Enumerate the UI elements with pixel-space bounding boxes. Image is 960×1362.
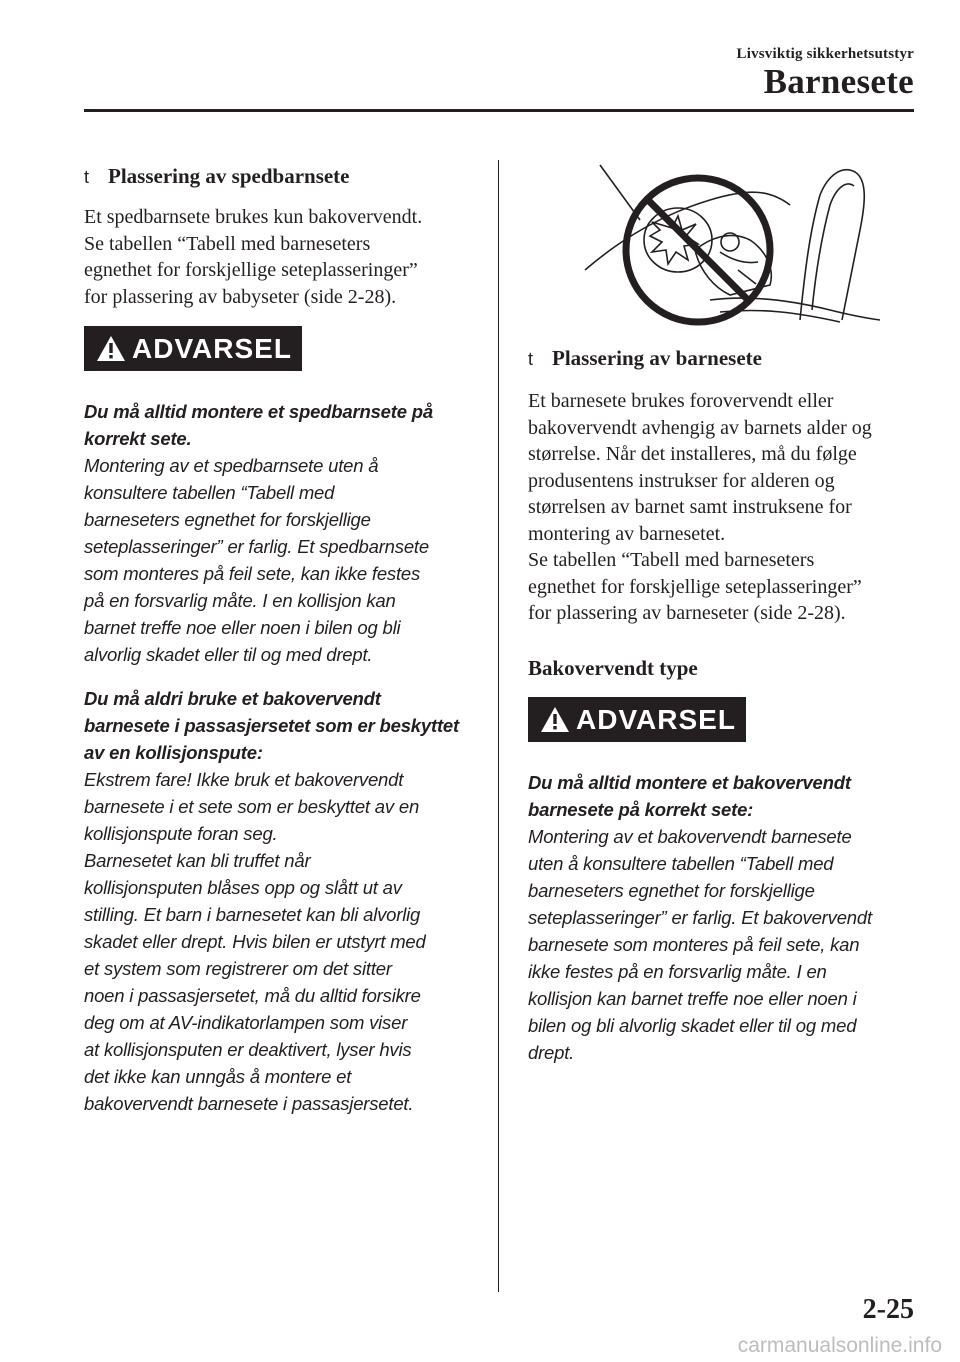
warning-line: på en forsvarlig måte. I en kollisjon kan	[84, 590, 396, 611]
warning-bold-line: Du må alltid montere et bakovervendt	[528, 772, 851, 793]
warning-line: alvorlig skadet eller til og med drept.	[84, 644, 373, 665]
heading-child-seat-placement	[528, 346, 762, 371]
column-divider	[498, 160, 499, 1292]
body-text-right	[528, 388, 872, 627]
warning-line: barnesete i et sete som er beskyttet av en	[84, 796, 420, 817]
warning-line: kollisjonsputen blåses opp og slått ut av	[84, 877, 402, 898]
page-number: 2-25	[862, 1294, 914, 1325]
warning-text-left	[84, 398, 484, 1117]
warning-badge-left	[84, 326, 302, 371]
text-line: størrelsen av barnet samt instruksene for	[528, 496, 852, 518]
warning-bold-line: av en kollisjonspute:	[84, 742, 263, 763]
warning-triangle-icon	[96, 335, 126, 362]
warning-label: ADVARSEL	[576, 703, 736, 735]
warning-bold-line: korrekt sete.	[84, 428, 192, 449]
header-rule	[84, 109, 914, 112]
heading-infant-seat-placement	[84, 164, 350, 189]
warning-line: Ekstrem fare! Ikke bruk et bakovervendt	[84, 769, 404, 790]
body-text-left	[84, 204, 422, 310]
text-line: for plassering av babyseter (side 2-28).	[84, 285, 397, 308]
heading-bullet: t	[528, 349, 534, 369]
rear-facing-seat-airbag-prohibited-illustration	[580, 160, 920, 330]
warning-bold-line: barnesete i passasjersetet som er beskyttet	[84, 715, 459, 736]
text-line: størrelse. Når det installeres, må du følge	[528, 443, 857, 465]
warning-line: kollisjon kan barnet treffe noe eller noen i	[528, 988, 857, 1009]
warning-line: at kollisjonsputen er deaktivert, lyser hvis	[84, 1039, 412, 1060]
warning-line: noen i passasjersetet, må du alltid forsikre	[84, 985, 421, 1006]
text-line: for plassering av barneseter (side 2-28).	[528, 602, 846, 624]
warning-line: Montering av et bakovervendt barnesete	[528, 826, 852, 847]
warning-line: bilen og bli alvorlig skadet eller til og med	[528, 1015, 857, 1036]
text-line: egnethet for forskjellige seteplasseringer”	[84, 259, 418, 281]
warning-line: Montering av et spedbarnsete uten å	[84, 455, 379, 476]
warning-line: ikke festes på en forsvarlig måte. I en	[528, 961, 827, 982]
text-line: bakovervendt avhengig av barnets alder og	[528, 416, 872, 439]
warning-bold-line: Du må aldri bruke et bakovervendt	[84, 688, 381, 709]
subheading-rear-facing-type: Bakovervendt type	[528, 656, 698, 680]
warning-line: barnesete som monteres på feil sete, kan	[528, 934, 860, 955]
warning-line: barneseters egnethet for forskjellige	[84, 509, 371, 530]
watermark: carmanualsonline.info	[737, 1334, 942, 1357]
warning-line: skadet eller drept. Hvis bilen er utstyrt med	[84, 931, 426, 952]
warning-line: seteplasseringer” er farlig. Et bakovervendt	[528, 907, 872, 928]
text-line: produsentens instrukser for alderen og	[528, 469, 835, 492]
warning-badge-right	[528, 697, 746, 742]
warning-line: barnet treffe noe eller noen i bilen og bli	[84, 617, 401, 638]
warning-line: stilling. Et barn i barnesetet kan bli alvorlig	[84, 904, 421, 925]
warning-line: seteplasseringer” er farlig. Et spedbarnsete	[84, 536, 429, 557]
heading-text: Plassering av spedbarnsete	[108, 164, 350, 188]
warning-line: Barnesetet kan bli truffet når	[84, 850, 311, 871]
warning-line: det ikke kan unngås å montere et	[84, 1066, 352, 1087]
warning-line: deg om at AV-indikatorlampen som viser	[84, 1012, 408, 1033]
warning-line: som monteres på feil sete, kan ikke festes	[84, 563, 421, 584]
warning-line: bakovervendt barnesete i passasjersetet.	[84, 1093, 414, 1114]
text-line: montering av barnesetet.	[528, 522, 726, 545]
warning-line: et system som registrerer om det sitter	[84, 958, 392, 979]
heading-text: Plassering av barnesete	[552, 346, 762, 370]
warning-bold-line: Du må alltid montere et spedbarnsete på	[84, 401, 433, 422]
page-title: Barnesete	[763, 62, 914, 101]
text-line: egnethet for forskjellige seteplasseringer”	[528, 575, 862, 598]
warning-triangle-icon	[540, 706, 570, 733]
text-line: Et barnesete brukes forovervendt eller	[528, 390, 834, 412]
text-line: Se tabellen “Tabell med barneseters	[528, 549, 815, 571]
warning-line: uten å konsultere tabellen “Tabell med	[528, 853, 834, 874]
text-line: Se tabellen “Tabell med barneseters	[84, 232, 371, 255]
warning-text-right	[528, 769, 928, 1066]
warning-bold-line: barnesete på korrekt sete:	[528, 799, 754, 820]
warning-line: drept.	[528, 1042, 575, 1063]
warning-line: konsultere tabellen “Tabell med	[84, 482, 335, 503]
warning-line: barneseters egnethet for forskjellige	[528, 880, 815, 901]
header-section-label: Livsviktig sikkerhetsutstyr	[736, 46, 914, 62]
warning-label: ADVARSEL	[132, 332, 292, 364]
heading-bullet: t	[84, 167, 90, 187]
text-line: Et spedbarnsete brukes kun bakovervendt.	[84, 206, 423, 228]
warning-line: kollisjonspute foran seg.	[84, 823, 278, 844]
